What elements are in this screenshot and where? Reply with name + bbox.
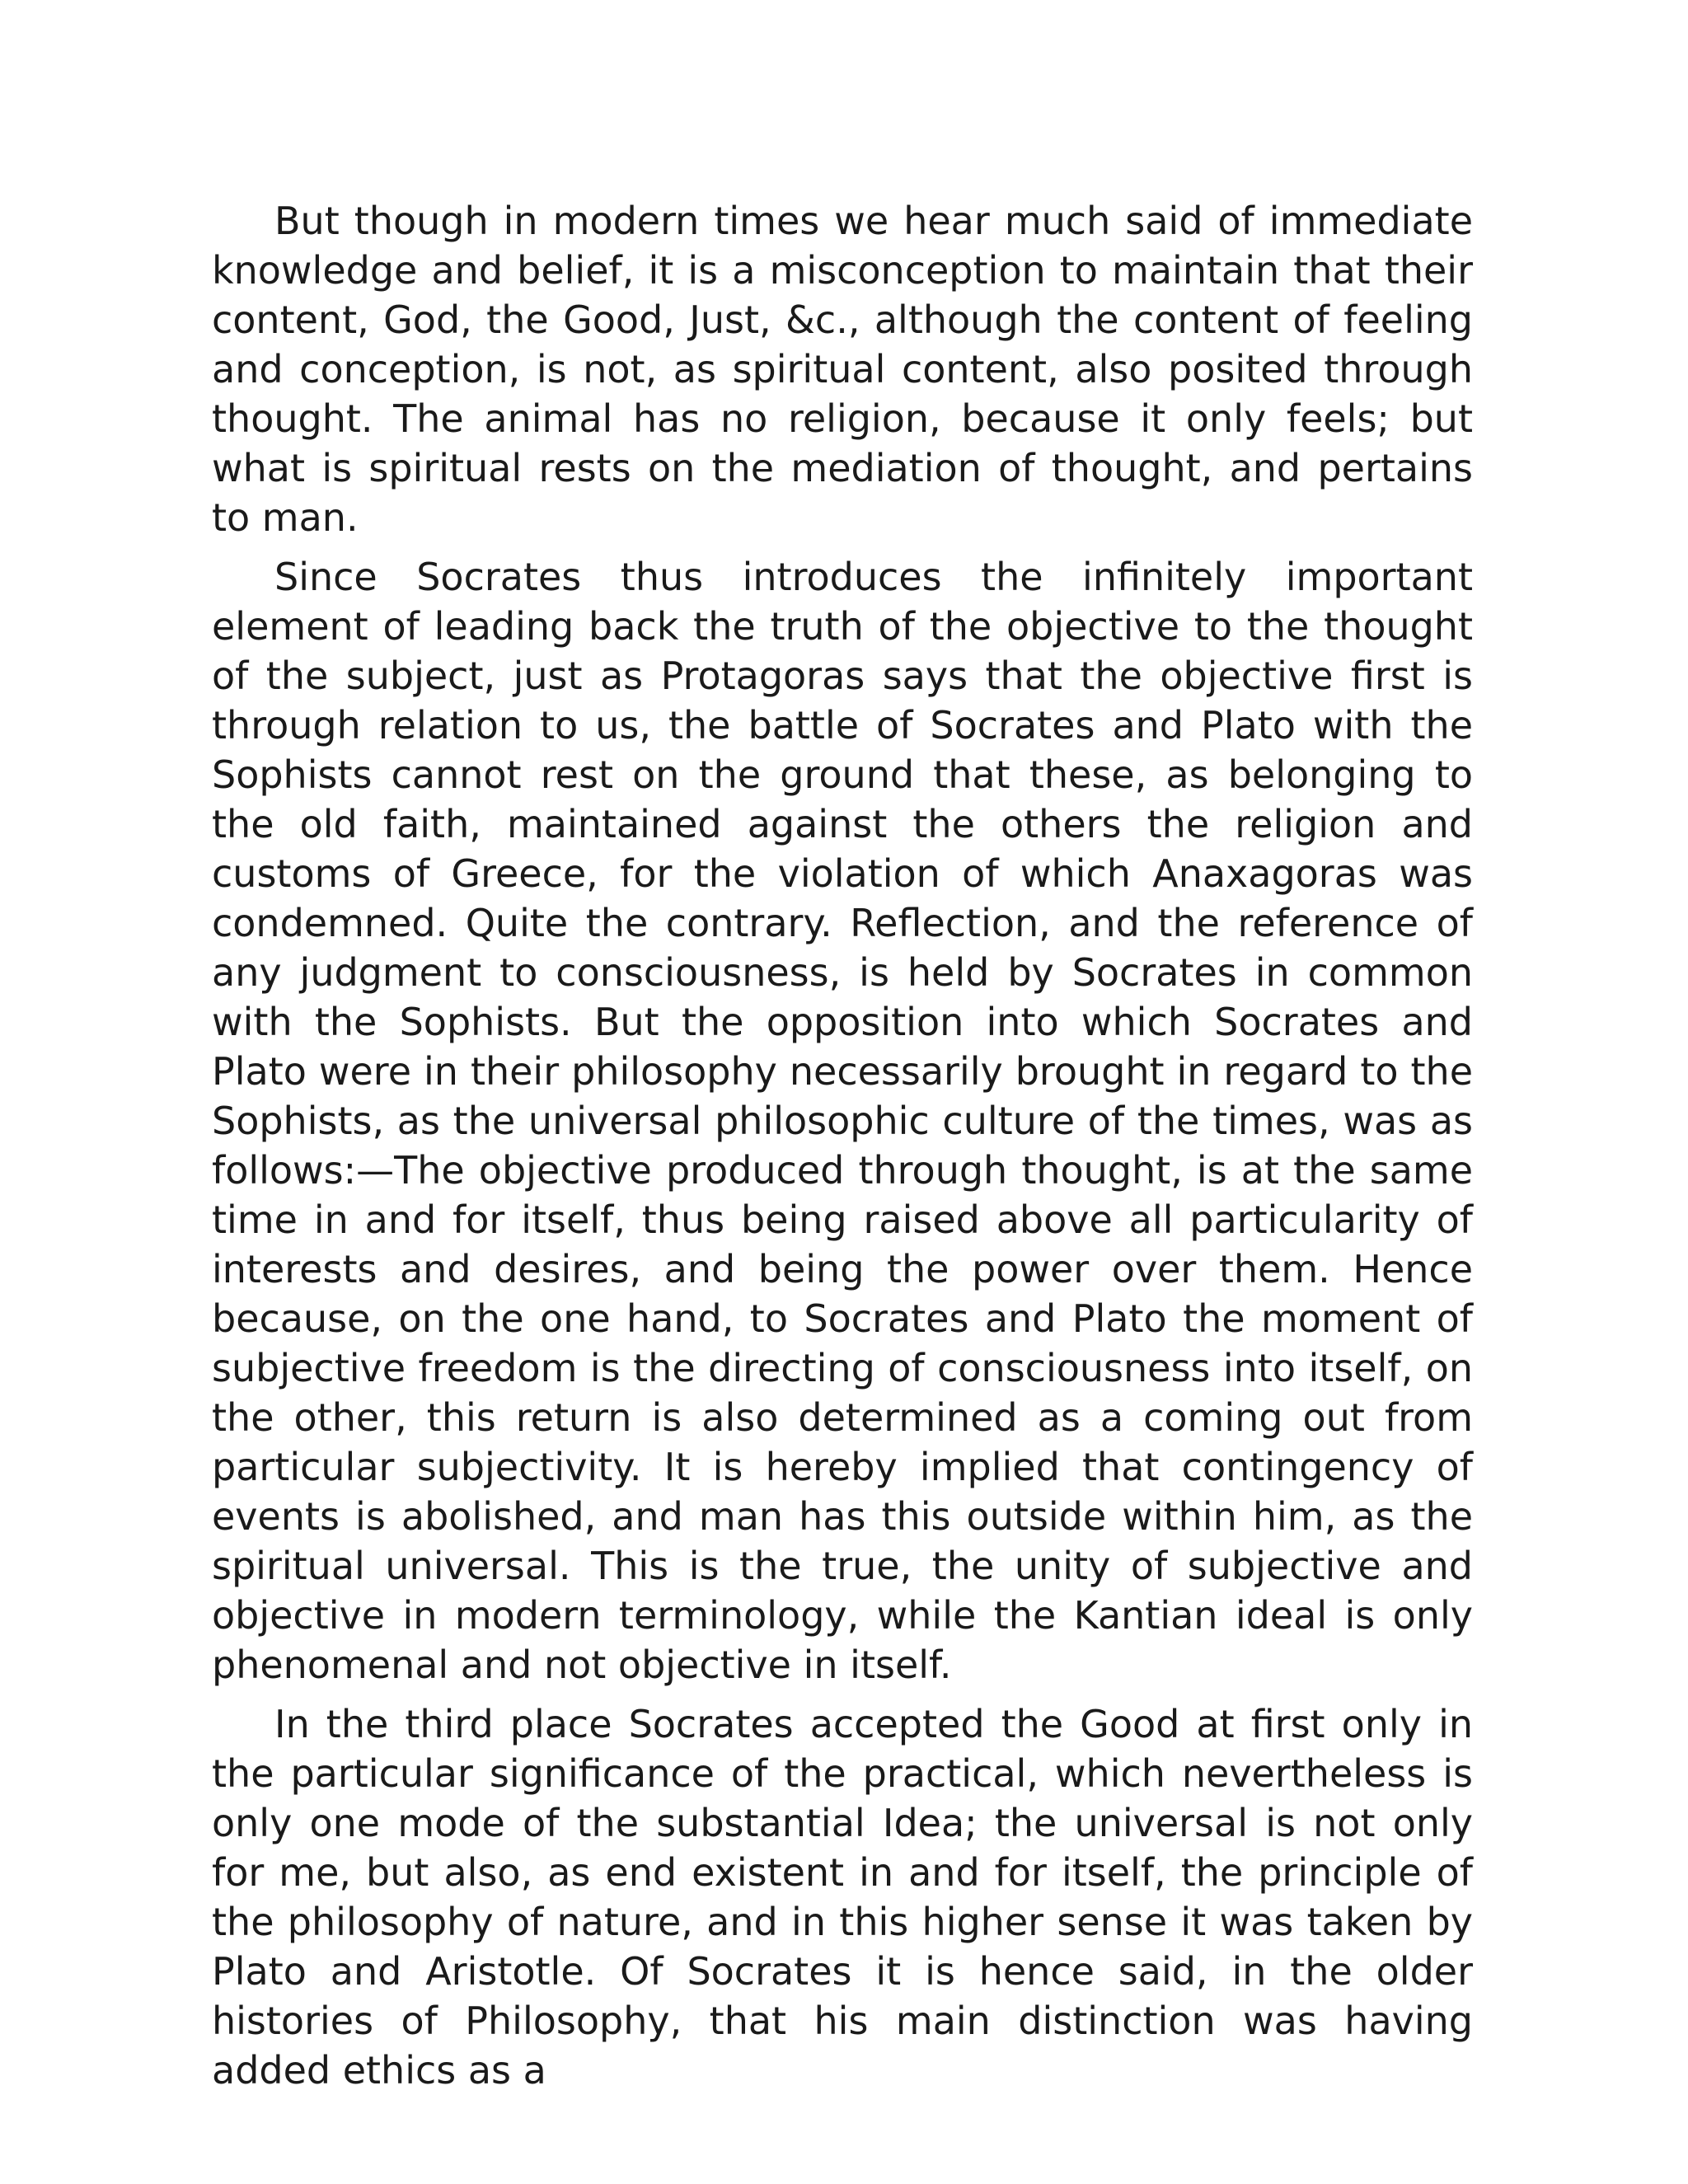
paragraph-2: Since Socrates thus introduces the infinitely important element of leading back the truth of the objective to the thought of the subject, just as Protagoras says that the objective first is through relation to us, the battle of Socrates and Plato with the Sophists cannot rest on the ground that these, as belonging to the old faith, maintained against the others the religion and customs of Greece, for the violation of which Anaxagoras was condemned. Quite the contrary. Reflection, and the reference of any judgment to consciousness, is held by Socrates in common with the Sophists. But the opposition into which Socrates and Plato were in their philosophy necessarily brought in regard to the Sophists, as the universal philosophic culture of the times, was as follows:—The objective produced through thought, is at the same time in and for itself, thus being raised above all particularity of interests and desires, and being the power over them. Hence because, on the one hand, to Socrates and Plato the moment of subjective freedom is the directing of consciousness into itself, on the other, this return is also determined as a coming out from particular subjectivity. It is hereby implied that contingency of events is abolished, and man has this outside within him, as the spiritual universal. This is the true, the unity of subjective and objective in modern terminology, while the Kantian ideal is only phenomenal and not objective in itself. bbox=[212, 555, 1473, 1687]
paragraph-3: In the third place Socrates accepted the Good at first only in the particular significance of the practical, which nevertheless is only one mode of the substantial Idea; the universal is not only for me, but also, as end existent in and for itself, the principle of the philosophy of nature, and in this higher sense it was taken by Plato and Aristotle. Of Socrates it is hence said, in the older histories of Philosophy, that his main distinction was having added ethics as a bbox=[212, 1702, 1473, 2093]
paragraph-1: But though in modern times we hear much said of immediate knowledge and belief, it is a misconception to maintain that their content, God, the Good, Just, &c., although the content of feeling and conception, is not, as spiritual content, also posited through thought. The animal has no religion, because it only feels; but what is spiritual rests on the mediation of thought, and pertains to man. bbox=[212, 199, 1473, 540]
body-text bbox=[212, 196, 1473, 2105]
